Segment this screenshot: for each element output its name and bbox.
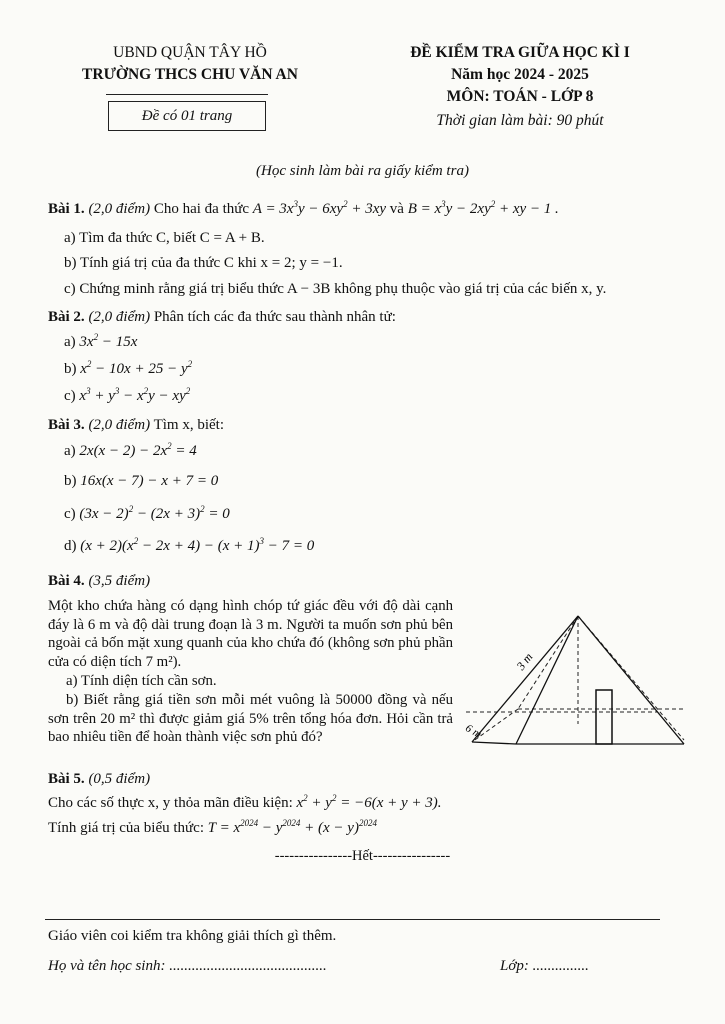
bai1-header [48,200,559,219]
bai2-title: Bài 2. [48,309,85,325]
school-name: TRƯỜNG THCS CHU VĂN AN [82,66,298,83]
end-marker: ----------------Hết---------------- [274,848,451,864]
bai1-a: a) Tìm đa thức C, biết C = A + B. [64,230,265,246]
bai5-condition-formula: $x^2 + y^2 = -6(x + y + 3)$. [296,793,442,811]
bai2-a: a) $3x^2 - 15x$ [64,332,138,350]
duration: Thời gian làm bài: 90 phút [436,112,604,129]
bai1-intro: Cho hai đa thức [153,201,250,217]
bai4-header [48,572,150,591]
bai2-c: c) $x^3 + y^3 - x^2y - xy^2$ [64,386,191,404]
door-shape [596,690,612,744]
bai1-polynomials: $A = 3x^3y - 6xy^2 + 3xy$ và $B = x^3y - 2xy^2$ + xy − 1 . [252,199,559,217]
bai5-header [48,770,150,789]
bai3-points: (2,0 điểm) [88,417,151,433]
base-length-label: 6 m [463,722,484,741]
bai4-problem: Một kho chứa hàng có dạng hình chóp tứ giác đều với độ dài cạnh đáy là 6 m và độ dài trung đoạn là 3 m. Người ta muốn sơn phủ bên ngoài cả bốn mặt xung quanh của kho chứa đó (không sơn phủ phần cửa có diện tích 7 m²). [48,598,453,670]
bai1-points: (2,0 điểm) [88,201,151,217]
bai3-b: b) 16x(x − 7) − x + 7 = 0 [64,473,219,489]
page-count-box: Đề có 01 trang [108,101,266,131]
bai5-expression-text: Tính giá trị của biểu thức: [48,820,204,836]
footer-divider [45,919,660,920]
instruction: (Học sinh làm bài ra giấy kiểm tra) [256,163,469,179]
bai1-b: b) Tính giá trị của đa thức C khi x = 2; y = −1. [64,255,343,271]
bai3-d: d) $(x + 2)(x^2 - 2x + 4) - (x + 1)^3 - 7 = 0$ [64,536,315,554]
bai1-c: c) Chứng minh rằng giá trị biểu thức A − 3B không phụ thuộc vào giá trị của các biến x, y. [64,281,607,297]
bai5-points: (0,5 điểm) [88,771,151,787]
bai5-condition-text: Cho các số thực x, y thỏa mãn điều kiện: [48,795,293,811]
school-year: Năm học 2024 - 2025 [451,66,589,83]
bai4-a: a) Tính diện tích cần sơn. [66,673,217,689]
subject: MÔN: TOÁN - LỚP 8 [446,88,594,105]
bai4-points: (3,5 điểm) [88,573,151,589]
bai2-b: b) $x^2 - 10x + 25 - y^2$ [64,359,193,377]
bai5-expression-formula: $T = x^{2024} - y^{2024} + (x - y)^{2024}$ [207,818,377,836]
bai3-header [48,416,224,435]
exam-title: ĐỀ KIỂM TRA GIỮA HỌC KÌ I [410,44,630,61]
bai2-points: (2,0 điểm) [88,309,151,325]
bai4-title: Bài 4. [48,573,85,589]
bai2-header [48,308,396,327]
bai3-a: a) $2x(x - 2) - 2x^2 = 4$ [64,441,197,459]
school-underline [106,94,268,95]
district-name: UBND QUẬN TÂY HỒ [113,44,267,61]
pyramid-figure [458,612,690,757]
bai5-line1 [48,794,442,813]
footer-note: Giáo viên coi kiểm tra không giải thích gì thêm. [48,928,337,944]
slant-height-label: 3 m [513,650,536,673]
bai3-c: c) $(3x - 2)^2 - (2x + 3)^2 = 0$ [64,504,230,522]
bai4-b: b) Biết rằng giá tiền sơn mỗi mét vuông là 50000 đồng và nếu sơn trên 20 m² thì được giảm giá 5% trên tổng hóa đơn. Hỏi cần trả bao nhiêu tiền để hoàn thành việc sơn phủ đó? [48,692,453,746]
bai3-intro: Tìm x, biết: [153,417,224,433]
class-field: Lớp: ............... [500,958,589,974]
bai2-intro: Phân tích các đa thức sau thành nhân tử: [153,309,396,325]
bai1-title: Bài 1. [48,201,85,217]
student-name-field: Họ và tên học sinh: .......................................... [48,958,327,974]
bai5-line2 [48,819,377,838]
bai5-title: Bài 5. [48,771,85,787]
bai3-title: Bài 3. [48,417,85,433]
